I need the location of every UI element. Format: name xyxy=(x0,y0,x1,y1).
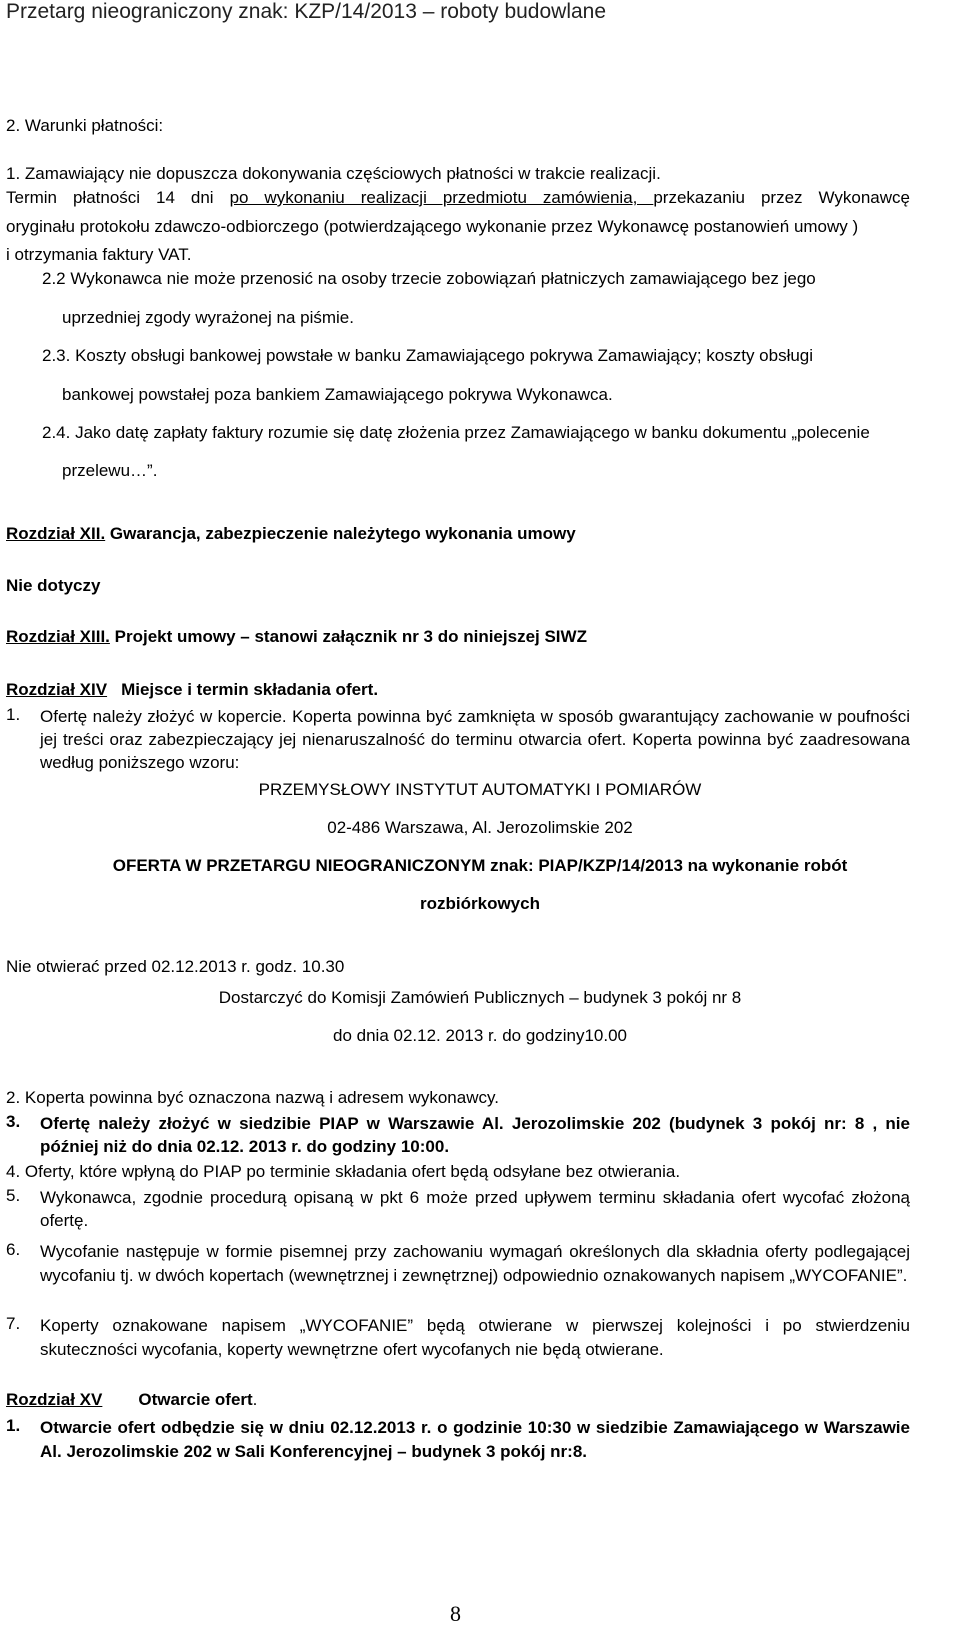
address-institute: PRZEMYSŁOWY INSTYTUT AUTOMATYKI I POMIARÓW xyxy=(258,780,702,799)
chapter-14-item-3-number: 3. xyxy=(6,1112,21,1131)
do-not-open-notice: Nie otwierać przed 02.12.2013 r. godz. 10.30 xyxy=(6,957,345,976)
paragraph-payment-term-line1 xyxy=(6,188,910,208)
delivery-instruction: Dostarczyć do Komisji Zamówień Publicznych – budynek 3 pokój nr 8 xyxy=(218,988,742,1007)
chapter-14-item-5: Wykonawca, zgodnie procedurą opisaną w pkt 6 może przed upływem terminu składania ofert wycofać złożoną ofertę. xyxy=(40,1188,910,1230)
page-number: 8 xyxy=(450,1601,461,1626)
chapter-14-item-4: 4. Oferty, które wpłyną do PIAP po terminie składania ofert będą odsyłane bez otwierania. xyxy=(6,1162,681,1181)
chapter-12-heading xyxy=(6,524,576,544)
chapter-14-item-7: Koperty oznakowane napisem „WYCOFANIE” będą otwierane w pierwszej kolejności i po stwierdzeniu skuteczności wycofania, koperty wewnętrzne ofert wycofanych nie będą otwierane. xyxy=(40,1316,910,1359)
chapter-12-title: Gwarancja, zabezpieczenie należytego wykonania umowy xyxy=(105,524,576,543)
paragraph-2-2-line1: 2.2 Wykonawca nie może przenosić na osoby trzecie zobowiązań płatniczych zamawiającego bez jego xyxy=(42,269,816,288)
paragraph-2-3-line1: 2.3. Koszty obsługi bankowej powstałe w banku Zamawiającego pokrywa Zamawiający; koszty obsługi xyxy=(42,346,814,365)
chapter-14-item-5-number: 5. xyxy=(6,1186,21,1205)
page-title: Przetarg nieograniczony znak: KZP/14/2013 – roboty budowlane xyxy=(6,0,607,23)
paragraph-2-4-line1: 2.4. Jako datę zapłaty faktury rozumie się datę złożenia przez Zamawiającego w banku dokumentu „polecenie xyxy=(42,423,870,442)
term-text-b: przekazaniu przez Wykonawcę xyxy=(653,188,910,207)
chapter-14-item-6-number: 6. xyxy=(6,1240,21,1259)
delivery-deadline: do dnia 02.12. 2013 r. do godziny10.00 xyxy=(333,1026,627,1045)
chapter-14-label: Rozdział XIV xyxy=(6,680,108,699)
chapter-15-heading xyxy=(6,1390,257,1410)
term-text-underlined: po wykonaniu realizacji przedmiotu zamówienia, xyxy=(229,188,654,207)
offer-envelope-label: OFERTA W PRZETARGU NIEOGRANICZONYM znak: PIAP/KZP/14/2013 na wykonanie robót xyxy=(112,856,848,875)
chapter-14-title: Miejsce i termin składania ofert. xyxy=(121,680,379,699)
section-heading-payment: 2. Warunki płatności: xyxy=(6,116,164,135)
chapter-15-title: Otwarcie ofert xyxy=(138,1390,253,1409)
chapter-14-item-6: Wycofanie następuje w formie pisemnej przy zachowaniu wymagań określonych dla składnia oferty podlegającej wycofaniu tj. w dwóch kopertach (wewnętrznej i zewnętrznej) odpowiednio oznakowanych napisem „WYCOFANIE”. xyxy=(40,1242,910,1285)
chapter-12-label: Rozdział XII. xyxy=(6,524,106,543)
chapter-15-item-1-number: 1. xyxy=(6,1416,21,1435)
chapter-15-title-dot: . xyxy=(252,1390,258,1409)
paragraph-2-2-line2: uprzedniej zgody wyrażonej na piśmie. xyxy=(62,308,354,327)
offer-envelope-label-line2: rozbiórkowych xyxy=(420,894,540,913)
chapter-14-heading xyxy=(6,680,378,700)
term-text-a: Termin płatności 14 dni xyxy=(6,188,230,207)
chapter-13-heading xyxy=(6,627,587,647)
paragraph-payment-term-line2: oryginału protokołu zdawczo-odbiorczego (potwierdzającego wykonanie przez Wykonawcę postanowień umowy ) xyxy=(6,217,859,236)
item-1-lead: Ofertę należy złożyć w kopercie. xyxy=(40,707,287,726)
paragraph-2-4-line2: przelewu…”. xyxy=(62,461,158,480)
chapter-15-item-1: Otwarcie ofert odbędzie się w dniu 02.12.2013 r. o godzinie 10:30 w siedzibie Zamawiającego w Warszawie Al. Jerozolimskie 202 w Sali Konferencyjnej – budynek 3 pokój nr:8. xyxy=(40,1418,910,1461)
chapter-14-item-2: 2. Koperta powinna być oznaczona nazwą i adresem wykonawcy. xyxy=(6,1088,499,1107)
chapter-14-item-1 xyxy=(40,705,910,774)
paragraph-payment-1: 1. Zamawiający nie dopuszcza dokonywania częściowych płatności w trakcie realizacji. xyxy=(6,164,661,183)
address-street: 02-486 Warszawa, Al. Jerozolimskie 202 xyxy=(327,818,633,837)
paragraph-payment-term-line3: i otrzymania faktury VAT. xyxy=(6,245,192,264)
chapter-14-item-1-number: 1. xyxy=(6,705,21,724)
chapter-13-label: Rozdział XIII. xyxy=(6,627,110,646)
item-1-rest: Koperta powinna być zamknięta w sposób gwarantujący zachowanie w poufności jej treści oraz zabezpieczający jej nienaruszalność do terminu otwarcia ofert. Koperta powinna być zaadresowana według poniższego wzoru: xyxy=(40,707,910,772)
chapter-14-item-7-number: 7. xyxy=(6,1314,21,1333)
chapter-13-title: Projekt umowy – stanowi załącznik nr 3 do niniejszej SIWZ xyxy=(109,627,587,646)
paragraph-2-3-line2: bankowej powstałej poza bankiem Zamawiającego pokrywa Wykonawca. xyxy=(62,385,613,404)
chapter-14-item-3: Ofertę należy złożyć w siedzibie PIAP w Warszawie Al. Jerozolimskie 202 (budynek 3 pokój nr: 8 , nie później niż do dnia 02.12. 2013 r. do godziny 10:00. xyxy=(40,1114,910,1156)
chapter-12-not-applicable: Nie dotyczy xyxy=(6,576,101,595)
chapter-15-label: Rozdział XV xyxy=(6,1390,103,1409)
